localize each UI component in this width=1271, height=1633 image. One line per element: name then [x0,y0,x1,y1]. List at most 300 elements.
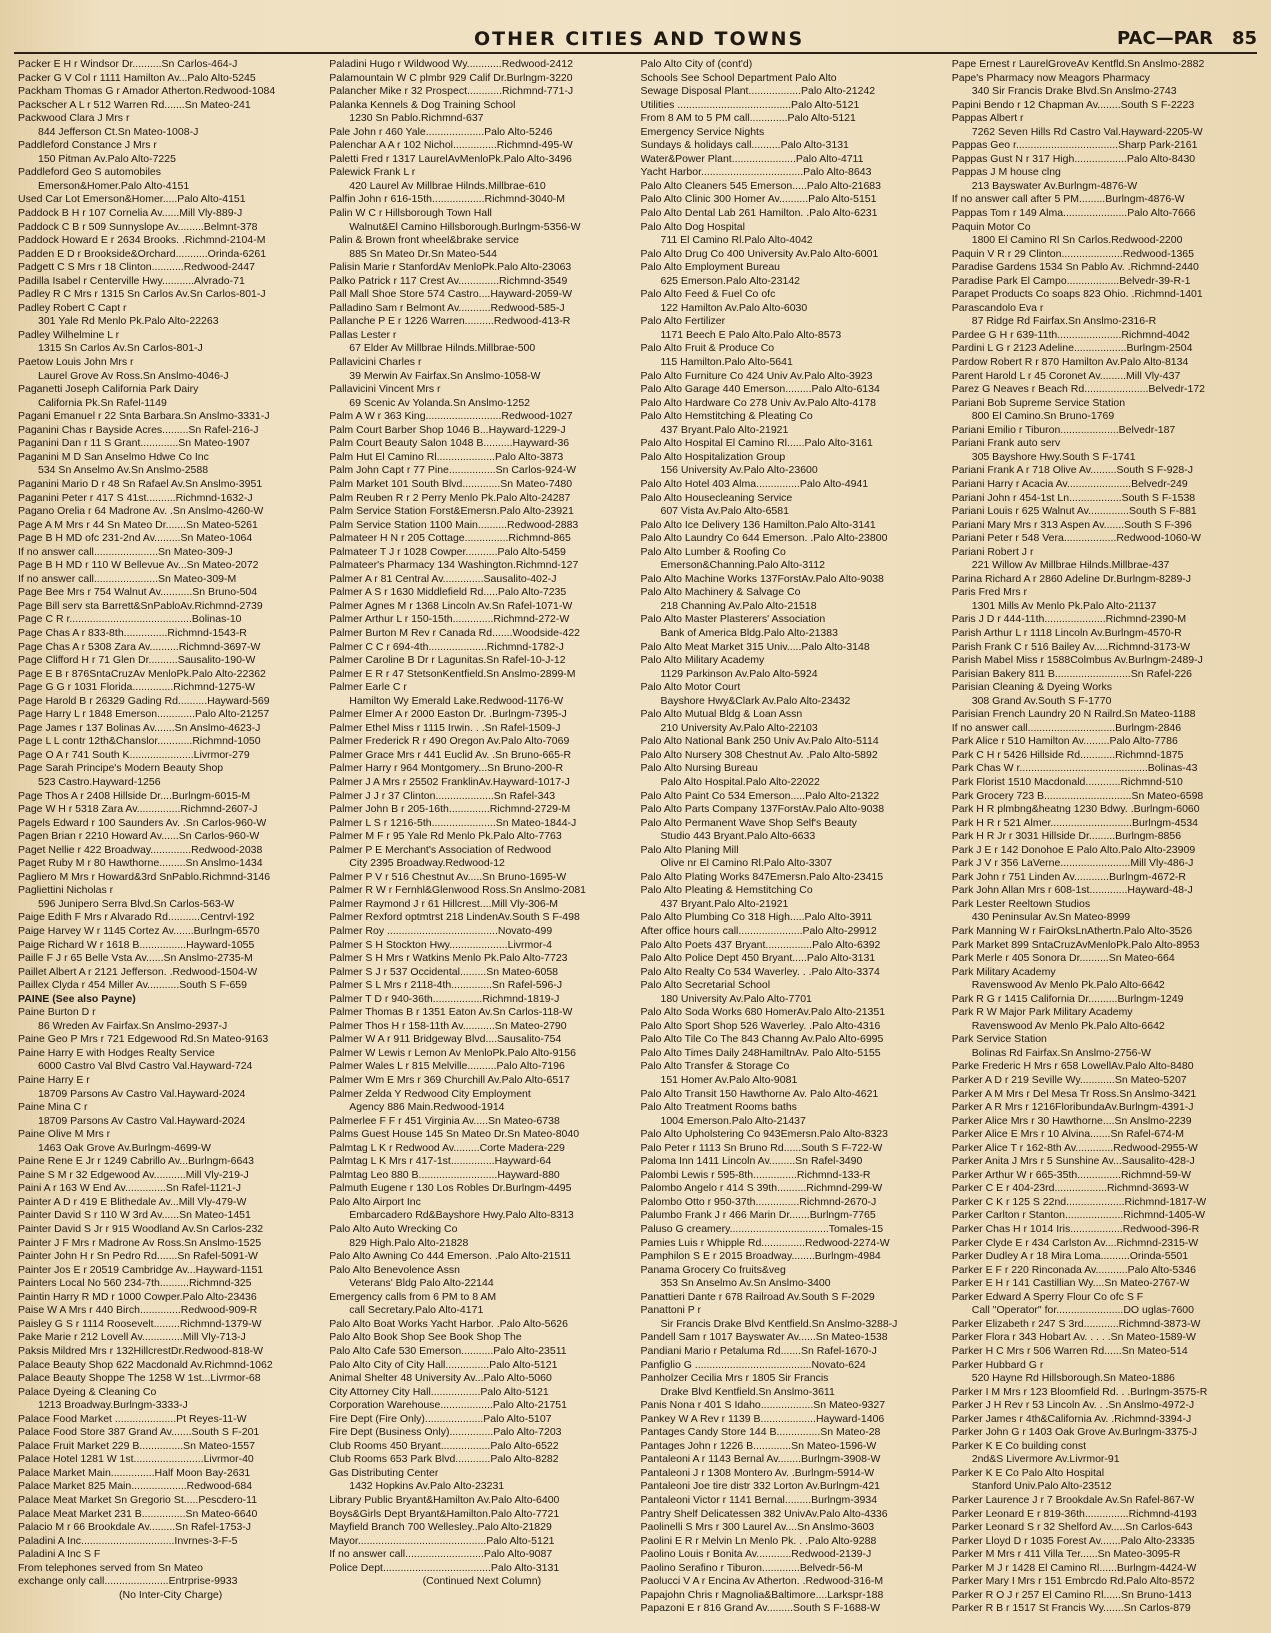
listing-entry: Paget Ruby M r 80 Hawthorne.........Sn Anslmo-1434 [18,857,263,870]
listing-entry: Palmtag Leo 880 B...........................Hayward-880 [329,1168,560,1181]
listing-entry: Palo Alto City of City Hall...............Palo Alto-5121 [329,1358,558,1371]
listing-entry: Paris Fred Mrs r [951,586,1028,599]
listing-entry: Palo Alto Clinic 300 Homer Av..........Palo Alto-5151 [640,193,877,206]
listing-entry: Padilla Isabel r Centerville Hwy...........Alvrado-71 [18,274,245,287]
listing-entry: Emerson&Channing.Palo Alto-3112 [660,559,825,572]
listing-entry: Pantaleoni Joe tire distr 332 Lorton Av.Burlngm-421 [640,1480,881,1493]
listing-entry: Pantaleoni J r 1308 Montero Av. .Burlngm-5914-W [640,1466,875,1479]
listing-entry: Sewage Disposal Plant..................Palo Alto-21242 [640,85,876,98]
listing-entry: Palanka Kennels & Dog Training School [329,98,516,111]
listing-entry: Pappas Geo r...................................Sharp Park-2161 [951,139,1198,152]
listing-entry: Padley R C Mrs r 1315 Sn Carlos Av.Sn Carlos-801-J [18,288,266,301]
listing-columns [18,58,1257,1623]
listing-entry: Park Florist 1510 Macdonald............Richmnd-510 [951,775,1183,788]
listing-entry: Park Military Academy [951,965,1056,978]
listing-entry: Palmer Raymond J r 61 Hillcrest....Mill Vly-306-M [329,897,558,910]
listing-entry: Palace Beauty Shop 622 Macdonald Av.Richmnd-1062 [18,1358,273,1371]
listing-entry: If no answer call......................Sn Mateo-309-J [18,545,233,558]
listing-entry: 18709 Parsons Av Castro Val.Hayward-2024 [38,1087,246,1100]
listing-entry: 800 El Camino.Sn Bruno-1769 [971,410,1115,423]
listing-entry: Palmer Earle C r [329,681,407,694]
listing-entry: Yacht Harbor...................................Palo Alto-8643 [640,166,872,179]
listing-entry: 67 Elder Av Millbrae Hilnds.Millbrae-500 [349,342,536,355]
listing-entry: 7262 Seven Hills Rd Castro Val.Hayward-2205-W [971,125,1203,138]
listing-entry: 1301 Mills Av Menlo Pk.Palo Alto-21137 [971,599,1157,612]
listing-entry: 829 High.Palo Alto-21828 [349,1236,469,1249]
listing-entry: Palo Alto Furniture Co 424 Univ Av.Palo Alto-3923 [640,369,873,382]
listing-entry: Paetow Louis John Mrs r [18,356,134,369]
listing-entry: 2nd&S Livermore Av.Livrmor-91 [971,1453,1120,1466]
listing-entry: Pantages John r 1226 B.............Sn Mateo-1596-W [640,1439,877,1452]
column-4 [952,58,1257,1623]
listing-entry: From telephones served from Sn Mateo [18,1561,204,1574]
listing-entry: Palo Alto Dental Lab 261 Hamilton. .Palo Alto-6231 [640,207,878,220]
listing-entry: Parker Alice E Mrs r 10 Alvina.......Sn Rafel-674-M [951,1128,1185,1141]
listing-entry: Parker Dudley A r 18 Mira Loma..........Orinda-5501 [951,1250,1189,1263]
listing-entry: Palmer J J r 37 Clinton....................Sn Rafel-343 [329,789,556,802]
listing-entry: Parent Harold L r 45 Coronet Av.........Mill Vly-437 [951,369,1181,382]
listing-entry: Palo Alto Machine Works 137ForstAv.Palo Alto-9038 [640,572,884,585]
listing-entry: Page Harold B r 26329 Gading Rd..........Hayward-569 [18,694,270,707]
listing-entry: Paini A r 163 W End Av..............Sn Rafel-1121-J [18,1182,241,1195]
listing-entry: Palo Alto Nursery 308 Chestnut Av. .Palo Alto-5892 [640,748,878,761]
listing-entry: Park R G r 1415 California Dr..........Burlngm-1249 [951,992,1184,1005]
listing-entry: Call "Operator" for.......................DO uglas-7600 [971,1304,1194,1317]
listing-entry: Pantaleoni Victor r 1141 Bernal.........Burlngm-3934 [640,1493,878,1506]
listing-entry: Palace Hotel 1281 W 1st........................Livrmor-40 [18,1453,254,1466]
listing-entry: Paine Harry E with Hodges Realty Service [18,1046,215,1059]
listing-entry: 596 Junipero Serra Blvd.Sn Carlos-563-W [38,897,235,910]
listing-entry: Pappas Albert r [951,112,1024,125]
listing-entry: Palmer Caroline B Dr r Lagunitas.Sn Rafel-10-J-12 [329,654,566,667]
listing-entry: Palo Alto Fertilizer [640,315,726,328]
listing-entry: Park Chas W r............................................Bolinas-43 [951,762,1198,775]
listing-entry: Paganetti Joseph California Park Dairy [18,383,199,396]
listing-entry: Page Thos A r 2408 Hillside Dr....Burlngm-6015-M [18,789,251,802]
listing-entry: Palo Alto Pleating & Hemstitching Co [640,884,813,897]
listing-entry: Page Bee Mrs r 754 Walnut Av...........Sn Bruno-504 [18,586,258,599]
listing-entry: Parker C E r 404-23rd..................Richmnd-3693-W [951,1182,1189,1195]
listing-entry: Pagen Brian r 2210 Howard Av......Sn Carlos-960-W [18,830,260,843]
listing-entry: Parker James r 4th&California Av. .Richmnd-3394-J [951,1412,1192,1425]
column-1 [18,58,323,1623]
listing-entry: Paolini E R r Melvin Ln Menlo Pk. . .Palo Alto-9288 [640,1534,877,1547]
listing-entry: Utilities .......................................Palo Alto-5121 [640,98,860,111]
listing-entry: If no answer call...........................Palo Alto-9087 [329,1548,553,1561]
listing-entry: Paloma Inn 1411 Lincoln Av.........Sn Rafel-3490 [640,1155,863,1168]
listing-entry: Page Sarah Principe's Modern Beauty Shop [18,762,224,775]
listing-entry: Painters Local No 560 234-7th..........Richmnd-325 [18,1277,252,1290]
listing-entry: Palace Beauty Shoppe The 1258 W 1st...Livrmor-68 [18,1372,261,1385]
listing-entry: Fire Dept (Fire Only)....................Palo Alto-5107 [329,1412,552,1425]
listing-entry: Pariani Mary Mrs r 313 Aspen Av.......South S F-396 [951,518,1192,531]
listing-entry: Paintin Harry R MD r 1000 Cowper.Palo Alto-23436 [18,1290,257,1303]
listing-entry: Palamountain W C plmbr 929 Calif Dr.Burlngm-3220 [329,71,573,84]
listing-entry: Paise W A Mrs r 440 Birch..............Redwood-909-R [18,1304,258,1317]
listing-entry: Palo Alto Hardware Co 278 Univ Av.Palo Alto-4178 [640,396,876,409]
listing-entry: Page B H MD r 110 W Bellevue Av...Sn Mateo-2072 [18,559,259,572]
header-rule [14,52,1257,54]
listing-entry: Parker Alice Mrs r 30 Hawthorne....Sn Anslmo-2239 [951,1114,1192,1127]
listing-entry: Parish Frank C r 516 Bailey Av.....Richmnd-3173-W [951,640,1191,653]
listing-entry: California Pk.Sn Rafel-1149 [38,396,167,409]
listing-entry: Pagliero M Mrs r Howard&3rd SnPablo.Richmnd-3146 [18,870,271,883]
listing-entry: Palo Alto Permanent Wave Shop Self's Beauty [640,816,857,829]
listing-entry: Bayshore Hwy&Clark Av.Palo Alto-23432 [660,694,851,707]
listing-entry: Palko Patrick r 117 Crest Av..............Richmnd-3549 [329,274,568,287]
listing-entry: Walnut&El Camino Hillsborough.Burlngm-5356-W [349,220,581,233]
listing-entry: Palo Alto Laundry Co 644 Emerson. .Palo Alto-23800 [640,532,888,545]
listing-entry: Palo Alto Realty Co 534 Waverley. . .Palo Alto-3374 [640,965,880,978]
listing-entry: Pamphilon S E r 2015 Broadway........Burlngm-4984 [640,1250,881,1263]
listing-entry: Palo Alto Hospital El Camino Rl......Palo Alto-3161 [640,437,873,450]
listing-entry: Park J V r 356 LaVerne........................Mill Vly-486-J [951,857,1194,870]
listing-entry: 534 Sn Anselmo Av.Sn Anslmo-2588 [38,464,209,477]
listing-entry: Panholzer Cecilia Mrs r 1805 Sir Francis [640,1372,829,1385]
listing-entry: Palo Alto Military Academy [640,654,765,667]
listing-entry: Park Merle r 405 Sonora Dr..........Sn Mateo-664 [951,952,1175,965]
listing-entry: Paolino Louis r Bonita Av............Redwood-2139-J [640,1548,872,1561]
listing-entry: Palo Alto Planing Mill [640,843,739,856]
listing-entry: Page James r 137 Bolinas Av.......Sn Anslmo-4623-J [18,721,261,734]
listing-entry: Palmer W A r 911 Bridgeway Blvd....Sausalito-754 [329,1033,562,1046]
listing-entry: Park J E r 142 Donohoe E Palo Alto.Palo Alto-23909 [951,843,1196,856]
listing-entry: Paisley G S r 1114 Roosevelt.........Richmnd-1379-W [18,1317,262,1330]
listing-entry: Paddock Howard E r 2634 Brooks. .Richmnd-2104-M [18,234,266,247]
listing-entry: Palo Alto Garage 440 Emerson.........Palo Alto-6134 [640,383,880,396]
listing-entry: Park John r 751 Linden Av............Burlngm-4672-R [951,870,1186,883]
listing-entry: Paganini M D San Anselmo Hdwe Co Inc [18,450,209,463]
listing-entry: Pallavicini Charles r [329,356,422,369]
listing-entry: Palo Alto Hospitalization Group [640,450,786,463]
listing-entry: Parker E H r 141 Castillian Wy....Sn Mateo-2767-W [951,1277,1190,1290]
listing-entry: Palmer Thos H r 158-11th Av...........Sn Mateo-2790 [329,1019,567,1032]
listing-entry: 151 Homer Av.Palo Alto-9081 [660,1074,798,1087]
listing-entry: Pagels Edward r 100 Saunders Av. .Sn Carlos-960-W [18,816,267,829]
listing-entry: Page Bill serv sta Barrett&SnPabloAv.Richmnd-2739 [18,599,263,612]
listing-entry: Packwood Clara J Mrs r [18,112,130,125]
listing-entry: Paget Nellie r 422 Broadway..............Redwood-2038 [18,843,263,856]
listing-entry: After office hours call......................Palo Alto-29912 [640,925,877,937]
listing-entry: Pallas Lester r [329,328,397,341]
listing-entry: Palace Food Market .....................Pt Reyes-11-W [18,1412,247,1425]
listing-entry: Page O A r 741 South K......................Livrmor-279 [18,748,250,761]
listing-entry: Parker M Mrs r 411 Villa Ter......Sn Mateo-3095-R [951,1548,1181,1561]
listing-entry: Palancher Mike r 32 Prospect............Richmnd-771-J [329,85,574,98]
listing-entry: Padley Robert C Capt r [18,301,127,314]
listing-entry: (No Inter-City Charge) [118,1588,223,1601]
listing-entry: Parker Hubbard G r [951,1358,1044,1371]
listing-entry: 150 Pitman Av.Palo Alto-7225 [38,152,176,165]
listing-entry: Pantages Candy Store 144 B...............Sn Mateo-28 [640,1426,881,1439]
listing-entry: Pariani Harry r Acacia Av......................Belvedr-249 [951,477,1188,490]
listing-entry: Palmer A S r 1630 Middlefield Rd.....Palo Alto-7235 [329,586,567,599]
listing-entry: Palace Market 825 Main...................Redwood-684 [18,1480,253,1493]
listing-entry: Mayfield Branch 700 Wellesley..Palo Alto-21829 [329,1521,552,1534]
listing-entry: Palmer Grace Mrs r 441 Euclid Av. .Sn Bruno-665-R [329,748,572,761]
listing-entry: Park Grocery 723 B..............................Sn Mateo-6598 [951,789,1204,802]
listing-entry: Palmer Burton M Rev r Canada Rd.......Woodside-422 [329,626,581,639]
listing-entry: Stanford Univ.Palo Alto-23512 [971,1480,1112,1493]
listing-entry: From 8 AM to 5 PM call.............Palo Alto-5121 [640,112,856,125]
listing-entry: Padgett C S Mrs r 18 Clinton...........Redwood-2447 [18,261,255,274]
listing-entry: Palm Reuben R r 2 Perry Menlo Pk.Palo Alto-24287 [329,491,571,504]
listing-entry: City Attorney City Hall.................Palo Alto-5121 [329,1385,549,1398]
listing-entry: Palm Service Station 1100 Main..........Redwood-2883 [329,518,579,531]
listing-entry: Pagliettini Nicholas r [18,884,114,897]
listing-entry: If no answer call..............................Burlngm-2846 [951,721,1182,734]
listing-entry: Painter David S Jr r 915 Woodland Av.Sn Carlos-232 [18,1223,264,1236]
listing-entry: Palmer Ethel Miss r 1115 Irwin. . .Sn Rafel-1509-J [329,721,561,734]
listing-entry: Park H R plmbng&heatng 1230 Bdwy. .Burlngm-6060 [951,803,1200,816]
listing-entry: Palo Alto Fruit & Produce Co [640,342,775,355]
listing-entry: Parker Mary I Mrs r 151 Embrcdo Rd.Palo Alto-8572 [951,1575,1195,1588]
listing-entry: Palo Alto Transit 150 Hawthorne Av. Palo Alto-4621 [640,1087,879,1100]
listing-entry: 6000 Castro Val Blvd Castro Val.Hayward-724 [38,1060,253,1073]
listing-entry: Panfiglio G ........................................Novato-624 [640,1358,866,1371]
listing-entry: Palin W C r Hillsborough Town Hall [329,207,492,220]
listing-entry: Painter A D r 419 E Blithedale Av...Mill Vly-479-W [18,1195,247,1208]
listing-entry: Palace Market Main...............Half Moon Bay-2631 [18,1466,251,1479]
listing-entry: Parker Flora r 343 Hobart Av. . . . .Sn Mateo-1589-W [951,1331,1196,1344]
listing-entry: Parish Arthur L r 1118 Lincoln Av.Burlngm-4570-R [951,626,1182,639]
listing-entry: 39 Merwin Av Fairfax.Sn Anslmo-1058-W [349,369,541,382]
listing-entry: Paine S M r 32 Edgewood Av...........Mill Vly-219-J [18,1168,249,1181]
listing-entry: Ravenswood Av Menlo Pk.Palo Alto-6642 [971,1019,1165,1032]
listing-entry: Animal Shelter 48 University Av...Palo Alto-5060 [329,1372,552,1385]
listing-entry: Palo Alto Dog Hospital [640,220,745,233]
listing-entry: Paletti Fred r 1317 LaurelAvMenloPk.Palo Alto-3496 [329,152,572,165]
listing-entry: Pardow Robert R r 870 Hamilton Av.Palo Alto-8134 [951,356,1189,369]
listing-entry: Palo Alto Feed & Fuel Co ofc [640,288,776,301]
listing-entry: 1004 Emerson.Palo Alto-21437 [660,1114,806,1127]
listing-entry: 523 Castro.Hayward-1256 [38,775,161,788]
listing-entry: 210 University Av.Palo Alto-22103 [660,721,818,734]
listing-entry: Library Public Bryant&Hamilton Av.Palo Alto-6400 [329,1493,560,1506]
listing-entry: Palm Court Barber Shop 1046 B...Hayward-1229-J [329,423,566,436]
listing-entry: 1432 Hopkins Av.Palo Alto-23231 [349,1480,505,1493]
listing-entry: Park Manning W r FairOksLnAthertn.Palo Alto-3526 [951,925,1193,937]
listing-entry: Pagano Orelia r 64 Madrone Av. .Sn Anslmo-4260-W [18,505,264,518]
listing-entry: Page B H MD ofc 231-2nd Av.........Sn Mateo-1064 [18,532,253,545]
listing-entry: Palisin Marie r StanfordAv MenloPk.Palo Alto-23063 [329,261,572,274]
listing-entry: Pariani Emilio r Tiburon....................Belvedr-187 [951,423,1176,436]
listing-entry: Water&Power Plant......................Palo Alto-4711 [640,152,864,165]
listing-entry: Bolinas Rd Fairfax.Sn Anslmo-2756-W [971,1046,1151,1059]
listing-entry: Palo Alto Lumber & Roofing Co [640,545,786,558]
listing-entry: Palo Alto Times Daily 248HamiltnAv. Palo Alto-5155 [640,1046,881,1059]
listing-entry: Palo Alto Airport Inc [329,1195,421,1208]
listing-entry: Palace Meat Market 231 B...............Sn Mateo-6640 [18,1507,258,1520]
listing-entry: Pariani Robert J r [951,545,1034,558]
listing-entry: Papazoni E r 816 Grand Av.........South S F-1688-W [640,1602,880,1615]
listing-entry: Parker Elizabeth r 247 S 3rd............Richmnd-3873-W [951,1317,1201,1330]
listing-entry: Pandell Sam r 1017 Bayswater Av......Sn Mateo-1538 [640,1331,888,1344]
listing-entry: 1230 Sn Pablo.Richmnd-637 [349,112,484,125]
listing-entry: 301 Yale Rd Menlo Pk.Palo Alto-22263 [38,315,219,328]
listing-entry: Palmer Roy ......................................Novato-499 [329,925,553,937]
listing-entry: 1315 Sn Carlos Av.Sn Carlos-801-J [38,342,203,355]
listing-entry: Palm Market 101 South Blvd.............Sn Mateo-7480 [329,477,573,490]
listing-entry: Parker J H Rev r 53 Lincoln Av. . .Sn Anslmo-4972-J [951,1399,1195,1412]
listing-entry: Palo Alto City of (cont'd) [640,58,753,70]
listing-entry: Parker John G r 1403 Oak Grove Av.Burlngm-3375-J [951,1426,1198,1439]
listing-entry: Paganini Mario D r 48 Sn Rafael Av.Sn Anslmo-3951 [18,477,263,490]
listing-entry: Pariani Peter r 548 Vera..................Redwood-1060-W [951,532,1201,545]
listing-entry: Palace Dyeing & Cleaning Co [18,1385,157,1398]
listing-entry: Palin & Brown front wheel&brake service [329,234,519,247]
listing-entry: Pariani Louis r 625 Walnut Av..............South S F-881 [951,505,1197,518]
listing-entry: Paquin V R r 29 Clinton.....................Redwood-1365 [951,247,1194,260]
listing-entry: Parker Lloyd D r 1035 Forest Av.......Palo Alto-23335 [951,1534,1195,1547]
listing-entry: Palmer S L Mrs r 2118-4th..............Sn Rafel-596-J [329,979,563,992]
listing-entry: 1800 El Camino Rl Sn Carlos.Redwood-2200 [971,234,1183,247]
listing-entry: Palenchar A A r 102 Nichol...............Richmnd-495-W [329,139,573,152]
listing-entry: Corporation Warehouse..................Palo Alto-21751 [329,1399,567,1412]
listing-entry: Palmer Frederick R r 490 Oregon Av.Palo Alto-7069 [329,735,570,748]
listing-entry: Park Alice r 510 Hamilton Av.........Palo Alto-7786 [951,735,1178,748]
listing-entry: Palo Alto Parts Company 137ForstAv.Palo Alto-9038 [640,803,885,816]
listing-entry: Papajohn Chris r Magnolia&Baltimore....Larkspr-188 [640,1588,884,1601]
listing-entry: Page Chas A r 833-8th...............Richmnd-1543-R [18,626,247,639]
listing-entry: Palace Fruit Market 229 B...............Sn Mateo-1557 [18,1439,255,1452]
listing-entry: Palmer Zelda Y Redwood City Employment [329,1087,531,1100]
listing-entry: Palmuth Eugene r 130 Los Robles Dr.Burlngm-4495 [329,1182,572,1195]
listing-entry: Palmer Agnes M r 1368 Lincoln Av.Sn Rafel-1071-W [329,599,573,612]
listing-entry: Mayor............................................Palo Alto-5121 [329,1534,555,1547]
listing-entry: Bank of America Bldg.Palo Alto-21383 [660,626,838,639]
listing-entry: Palo Alto Boat Works Yacht Harbor. .Palo Alto-5626 [329,1317,568,1330]
listing-entry: Page C R r..........................................Bolinas-10 [18,613,242,626]
listing-entry: 1213 Broadway.Burlngm-3333-J [38,1399,188,1412]
listing-entry: Parker Arthur W r 665-35th...............Richmnd-59-W [951,1168,1191,1181]
listing-entry: Paladini A Inc S F [18,1548,101,1561]
listing-entry: Palombi Lewis r 595-8th...............Richmnd-133-R [640,1168,871,1181]
listing-entry: Packer G V Col r 1111 Hamilton Av...Palo Alto-5245 [18,71,256,84]
listing-entry: Pariani Frank A r 718 Olive Av.........South S F-928-J [951,464,1193,477]
listing-entry: Palmer J A Mrs r 25502 FranklinAv.Hayward-1017-J [329,775,570,788]
listing-entry: Palo Alto Machinery & Salvage Co [640,586,801,599]
listing-entry: Paine Olive M Mrs r [18,1128,111,1141]
listing-entry: 711 El Camino Rl.Palo Alto-4042 [660,234,813,247]
listing-entry: Parisian French Laundry 20 N Railrd.Sn Mateo-1188 [951,708,1196,721]
listing-entry: 353 Sn Anselmo Av.Sn Anslmo-3400 [660,1277,831,1290]
listing-entry: Pape Ernest r LaurelGroveAv Kentfld.Sn Anslmo-2882 [951,58,1205,70]
listing-entry: 1129 Parkinson Av.Palo Alto-5924 [660,667,818,680]
listing-entry: Palmer P E Merchant's Association of Redwood [329,843,552,856]
listing-entry: Parker A M Mrs r Del Mesa Tr Ross.Sn Anslmo-3421 [951,1087,1197,1100]
listing-entry: Palo Alto Drug Co 400 University Av.Palo Alto-6001 [640,247,879,260]
listing-entry: Palm A W r 363 King..........................Redwood-1027 [329,410,573,423]
listing-entry: Pagani Emanuel r 22 Snta Barbara.Sn Anslmo-3331-J [18,410,270,423]
listing-entry: 437 Bryant.Palo Alto-21921 [660,423,789,436]
listing-entry: Palo Alto Paint Co 534 Emerson.....Palo Alto-21322 [640,789,880,802]
listing-entry: Park R W Major Park Military Academy [951,1006,1133,1019]
listing-entry: 430 Peninsular Av.Sn Mateo-8999 [971,911,1131,924]
listing-entry: Palmateer's Pharmacy 134 Washington.Richmnd-127 [329,559,579,572]
listing-entry: Palmtag L K r Redwood Av.........Corte Madera-229 [329,1141,565,1154]
listing-entry: Painter David S r 110 W 3rd Av......Sn Mateo-1451 [18,1209,251,1222]
listing-entry: 87 Ridge Rd Fairfax.Sn Anslmo-2316-R [971,315,1157,328]
column-3 [641,58,946,1623]
listing-entry: Palo Alto Plumbing Co 318 High.....Palo Alto-3911 [640,911,873,924]
listing-entry: Laurel Grove Av Ross.Sn Anslmo-4046-J [38,369,229,382]
listing-entry: Parish Mabel Miss r 1588Colmbus Av.Burlngm-2489-J [951,654,1203,667]
listing-entry: Panattieri Dante r 678 Railroad Av.South S F-2029 [640,1290,875,1303]
listing-entry: Parker Leonard E r 819-36th...............Richmnd-4193 [951,1507,1197,1520]
listing-entry: Palfin John r 616-15th..................Richmnd-3040-M [329,193,566,206]
listing-entry: (Continued Next Column) [422,1575,542,1588]
listing-entry: Palmer Elmer A r 2000 Easton Dr. .Burlngm-7395-J [329,708,567,721]
listing-entry: Sir Francis Drake Blvd Kentfield.Sn Anslmo-3288-J [660,1317,898,1330]
column-2 [329,58,634,1623]
alphabetical-range: PAC—PAR [1116,28,1213,49]
listing-entry: 520 Hayne Rd Hillsborough.Sn Mateo-1886 [971,1372,1175,1385]
listing-entry: Palo Alto Treatment Rooms baths [640,1101,797,1114]
listing-entry: 221 Willow Av Millbrae Hilnds.Millbrae-437 [971,559,1170,572]
listing-entry: Palewick Frank L r [329,166,416,179]
listing-entry: Hamilton Wy Emerald Lake.Redwood-1176-W [349,694,564,707]
listing-entry: Page A M Mrs r 44 Sn Mateo Dr.......Sn Mateo-5261 [18,518,258,531]
listing-entry: Paille F J r 65 Belle Vsta Av......Sn Anslmo-2735-M [18,952,253,965]
listing-entry: Palo Alto Hospital.Palo Alto-22022 [660,775,820,788]
listing-entry: Palmer R W r Fernhl&Glenwood Ross.Sn Anslmo-2081 [329,884,587,897]
listing-entry: Palmtag L K Mrs r 417-1st...............Hayward-64 [329,1155,552,1168]
listing-entry: Parker Laurence J r 7 Brookdale Av.Sn Rafel-867-W [951,1493,1195,1506]
listing-entry: Page Chas A r 5308 Zara Av..........Richmnd-3697-W [18,640,261,653]
listing-entry: Palo Alto Police Dept 450 Bryant.....Palo Alto-3131 [640,952,876,965]
listing-entry: Palo Alto Cafe 530 Emerson...........Palo Alto-23511 [329,1344,567,1357]
listing-entry: 420 Laurel Av Millbrae Hilnds.Millbrae-610 [349,179,546,192]
listing-entry: Emergency calls from 6 PM to 8 AM [329,1290,497,1303]
listing-entry: Embarcadero Rd&Bayshore Hwy.Palo Alto-8313 [349,1209,574,1222]
listing-entry: Palmerlee F F r 451 Virginia Av.....Sn Mateo-6738 [329,1114,560,1127]
listing-entry: Palm John Capt r 77 Pine................Sn Carlos-924-W [329,464,577,477]
listing-entry: Palms Guest House 145 Sn Mateo Dr.Sn Mateo-8040 [329,1128,580,1141]
listing-entry: Palo Alto Hotel 403 Alma...............Palo Alto-4941 [640,477,869,490]
listing-entry: Parina Richard A r 2860 Adeline Dr.Burlngm-8289-J [951,572,1192,585]
listing-entry: Paine Rene E Jr r 1249 Cabrillo Av...Burlngm-6643 [18,1155,254,1168]
listing-entry: 69 Scenic Av Yolanda.Sn Anslmo-1252 [349,396,531,409]
listing-entry: Palo Alto National Bank 250 Univ Av.Palo Alto-5114 [640,735,879,748]
listing-entry: Paladini A Inc................................Invrnes-3-F-5 [18,1534,238,1547]
listing-entry: Palmer E R r 47 StetsonKentfield.Sn Anslmo-2899-M [329,667,576,680]
listing-entry: Palo Alto Plating Works 847Emersn.Palo Alto-23415 [640,870,884,883]
listing-entry: Paillet Albert A r 2121 Jefferson. .Redwood-1504-W [18,965,258,978]
listing-entry: Page Harry L r 1848 Emerson.............Palo Alto-21257 [18,708,270,721]
listing-entry: Palmer M F r 95 Yale Rd Menlo Pk.Palo Alto-7763 [329,830,562,843]
listing-entry: Palm Court Beauty Salon 1048 B..........Hayward-36 [329,437,570,450]
listing-entry: Page Clifford H r 71 Glen Dr..........Sausalito-190-W [18,654,256,667]
listing-entry: Palo Alto Housecleaning Service [640,491,793,504]
listing-entry: Page G G r 1031 Florida..............Richmnd-1275-W [18,681,255,694]
listing-entry: Paine Mina C r [18,1101,88,1114]
listing-entry: Palmer W Lewis r Lemon Av MenloPk.Palo Alto-9156 [329,1046,576,1059]
listing-entry: 1171 Beech E Palo Alto.Palo Alto-8573 [660,328,842,341]
listing-entry: Painter J F Mrs r Madrone Av Ross.Sn Anslmo-1525 [18,1236,262,1249]
listing-entry: Studio 443 Bryant.Palo Alto-6633 [660,830,816,843]
listing-entry: Parker Clyde E r 434 Carlston Av....Richmnd-2315-W [951,1236,1199,1249]
listing-entry: Palace Food Store 387 Grand Av.......South S F-201 [18,1426,260,1439]
listing-entry: Palmer A r 81 Central Av..............Sausalito-402-J [329,572,557,585]
listing-entry: 122 Hamilton Av.Palo Alto-6030 [660,301,808,314]
listing-entry: Pariani John r 454-1st Ln..................South S F-1538 [951,491,1196,504]
listing-entry: 180 University Av.Palo Alto-7701 [660,992,812,1005]
listing-entry: Palmer Rexford optmtrst 218 LindenAv.South S F-498 [329,911,580,924]
listing-entry: 885 Sn Mateo Dr.Sn Mateo-544 [349,247,497,260]
listing-entry: Paradise Gardens 1534 Sn Pablo Av. .Richmnd-2440 [951,261,1199,274]
listing-entry: Palmer Arthur L r 150-15th..............Richmnd-272-W [329,613,570,626]
